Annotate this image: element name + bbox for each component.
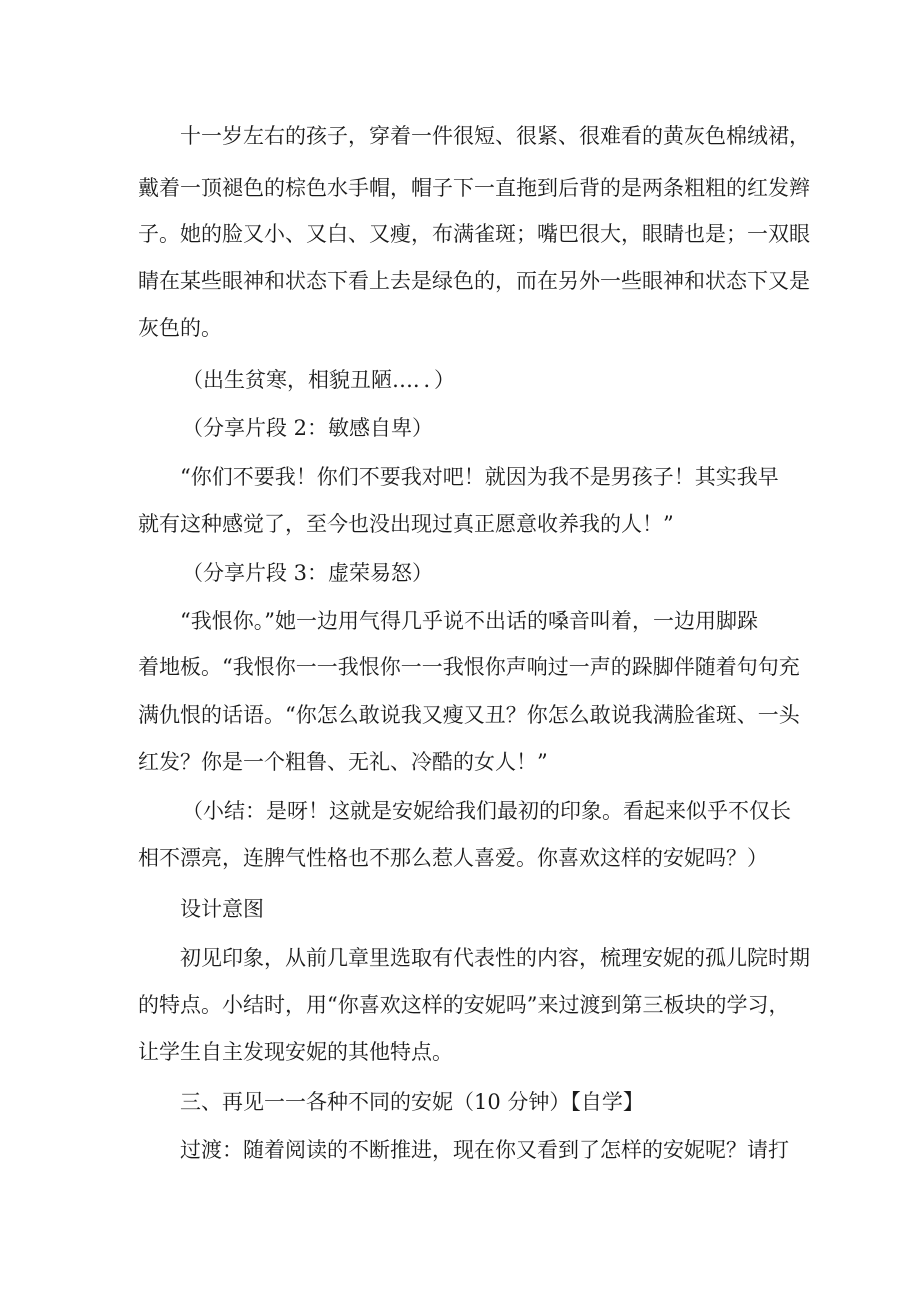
text-line: “你们不要我！你们不要我对吧！就因为我不是男孩子！其实我早 xyxy=(180,465,779,489)
section-heading: 设计意图 xyxy=(180,897,264,921)
text-line: 十一岁左右的孩子，穿着一件很短、很紧、很难看的黄灰色棉绒裙， xyxy=(180,124,810,148)
text-line: 的特点。小结时，用“你喜欢这样的安妮吗”来过渡到第三板块的学习， xyxy=(138,993,790,1017)
text-line: （分享片段 3：虚荣易怒） xyxy=(182,561,434,585)
text-line: 初见印象，从前几章里选取有代表性的内容，梳理安妮的孤儿院时期 xyxy=(180,946,810,970)
text-line: 子。她的脸又小、又白、又瘦，布满雀斑；嘴巴很大，眼睛也是；一双眼 xyxy=(138,222,810,246)
text-line: 睛在某些眼神和状态下看上去是绿色的，而在另外一些眼神和状态下又是 xyxy=(138,269,810,293)
text-line: 着地板。“我恨你一一我恨你一一我恨你声响过一声的跺脚伴随着句句充 xyxy=(138,655,800,679)
text-line: 相不漂亮，连脾气性格也不那么惹人喜爱。你喜欢这样的安妮吗？） xyxy=(138,846,768,870)
text-line: 就有这种感觉了，至今也没出现过真正愿意收养我的人！” xyxy=(138,512,674,536)
text-line: “我恨你。”她一边用气得几乎说不出话的嗓音叫着，一边用脚跺 xyxy=(180,609,758,633)
text-line: （分享片段 2：敏感自卑） xyxy=(182,416,434,440)
text-line: 戴着一顶褪色的棕色水手帽，帽子下一直拖到后背的是两条粗粗的红发辫 xyxy=(138,176,810,200)
text-line: 让学生自主发现安妮的其他特点。 xyxy=(138,1040,453,1064)
text-line: 满仇恨的话语。“你怎么敢说我又瘦又丑？你怎么敢说我满脸雀斑、一头 xyxy=(138,703,800,727)
text-line: 过渡：随着阅读的不断推进，现在你又看到了怎样的安妮呢？请打 xyxy=(180,1138,789,1162)
text-line: 灰色的。 xyxy=(138,316,222,340)
section-heading: 三、再见一一各种不同的安妮（10 分钟）【自学】 xyxy=(180,1090,644,1114)
text-line: （出生贫寒，相貌丑陋…．．） xyxy=(182,368,455,392)
text-line: （小结：是呀！这就是安妮给我们最初的印象。看起来似乎不仅长 xyxy=(182,799,791,823)
text-line: 红发？你是一个粗鲁、无礼、冷酷的女人！” xyxy=(138,750,548,774)
